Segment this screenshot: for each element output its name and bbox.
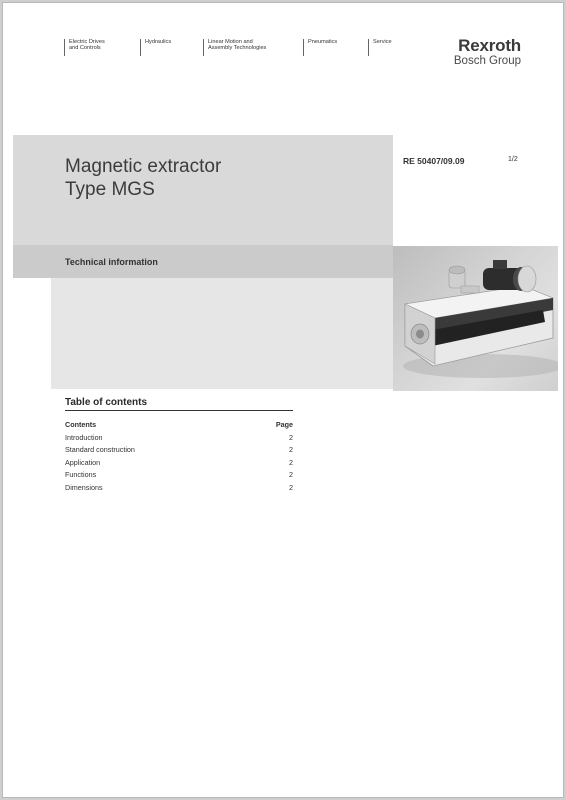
toc-entry	[65, 469, 293, 482]
product-photo	[393, 246, 558, 391]
toc-entry-label: Application	[65, 457, 101, 467]
toc-col-page: Page	[275, 420, 293, 429]
toc-entry	[65, 432, 293, 445]
title-line-1: Magnetic extractor	[65, 156, 222, 177]
document-page	[2, 2, 564, 798]
toc-entry-page: 2	[289, 470, 293, 480]
brand-logo	[454, 37, 521, 67]
toc-entry-page: 2	[289, 445, 293, 455]
toc-entry-page: 2	[289, 457, 293, 467]
document-title	[65, 155, 221, 201]
toc-entry	[65, 444, 293, 457]
brand-name: Rexroth	[458, 36, 521, 55]
magnetic-extractor-icon	[393, 246, 558, 391]
page-count: 1/2	[508, 156, 518, 163]
toc-entry-page: 2	[289, 432, 293, 442]
toc-entry	[65, 482, 293, 495]
nav-pneumatics: Pneumatics	[303, 39, 337, 56]
document-number: RE 50407/09.09	[403, 156, 465, 166]
nav-service: Service	[368, 39, 392, 56]
section-band	[13, 245, 393, 278]
brand-group: Bosch Group	[453, 55, 521, 67]
nav-electric-drives: Electric Drives and Controls	[64, 39, 105, 56]
toc-header-row	[65, 419, 293, 432]
section-label: Technical information	[65, 257, 158, 267]
title-line-2: Type MGS	[65, 179, 155, 200]
toc-entry-label: Standard construction	[65, 445, 135, 455]
toc-entry-page: 2	[289, 482, 293, 492]
toc-entry-label: Functions	[65, 470, 97, 480]
toc-entry	[65, 457, 293, 470]
toc-entry-label: Dimensions	[65, 482, 103, 492]
nav-hydraulics: Hydraulics	[140, 39, 171, 56]
toc-title: Table of contents	[65, 397, 293, 411]
nav-linear-motion: Linear Motion and Assembly Technologies	[203, 39, 266, 56]
light-panel	[51, 277, 393, 389]
toc-entry-label: Introduction	[65, 432, 103, 442]
table-of-contents	[65, 397, 293, 495]
toc-col-contents: Contents	[65, 420, 97, 429]
